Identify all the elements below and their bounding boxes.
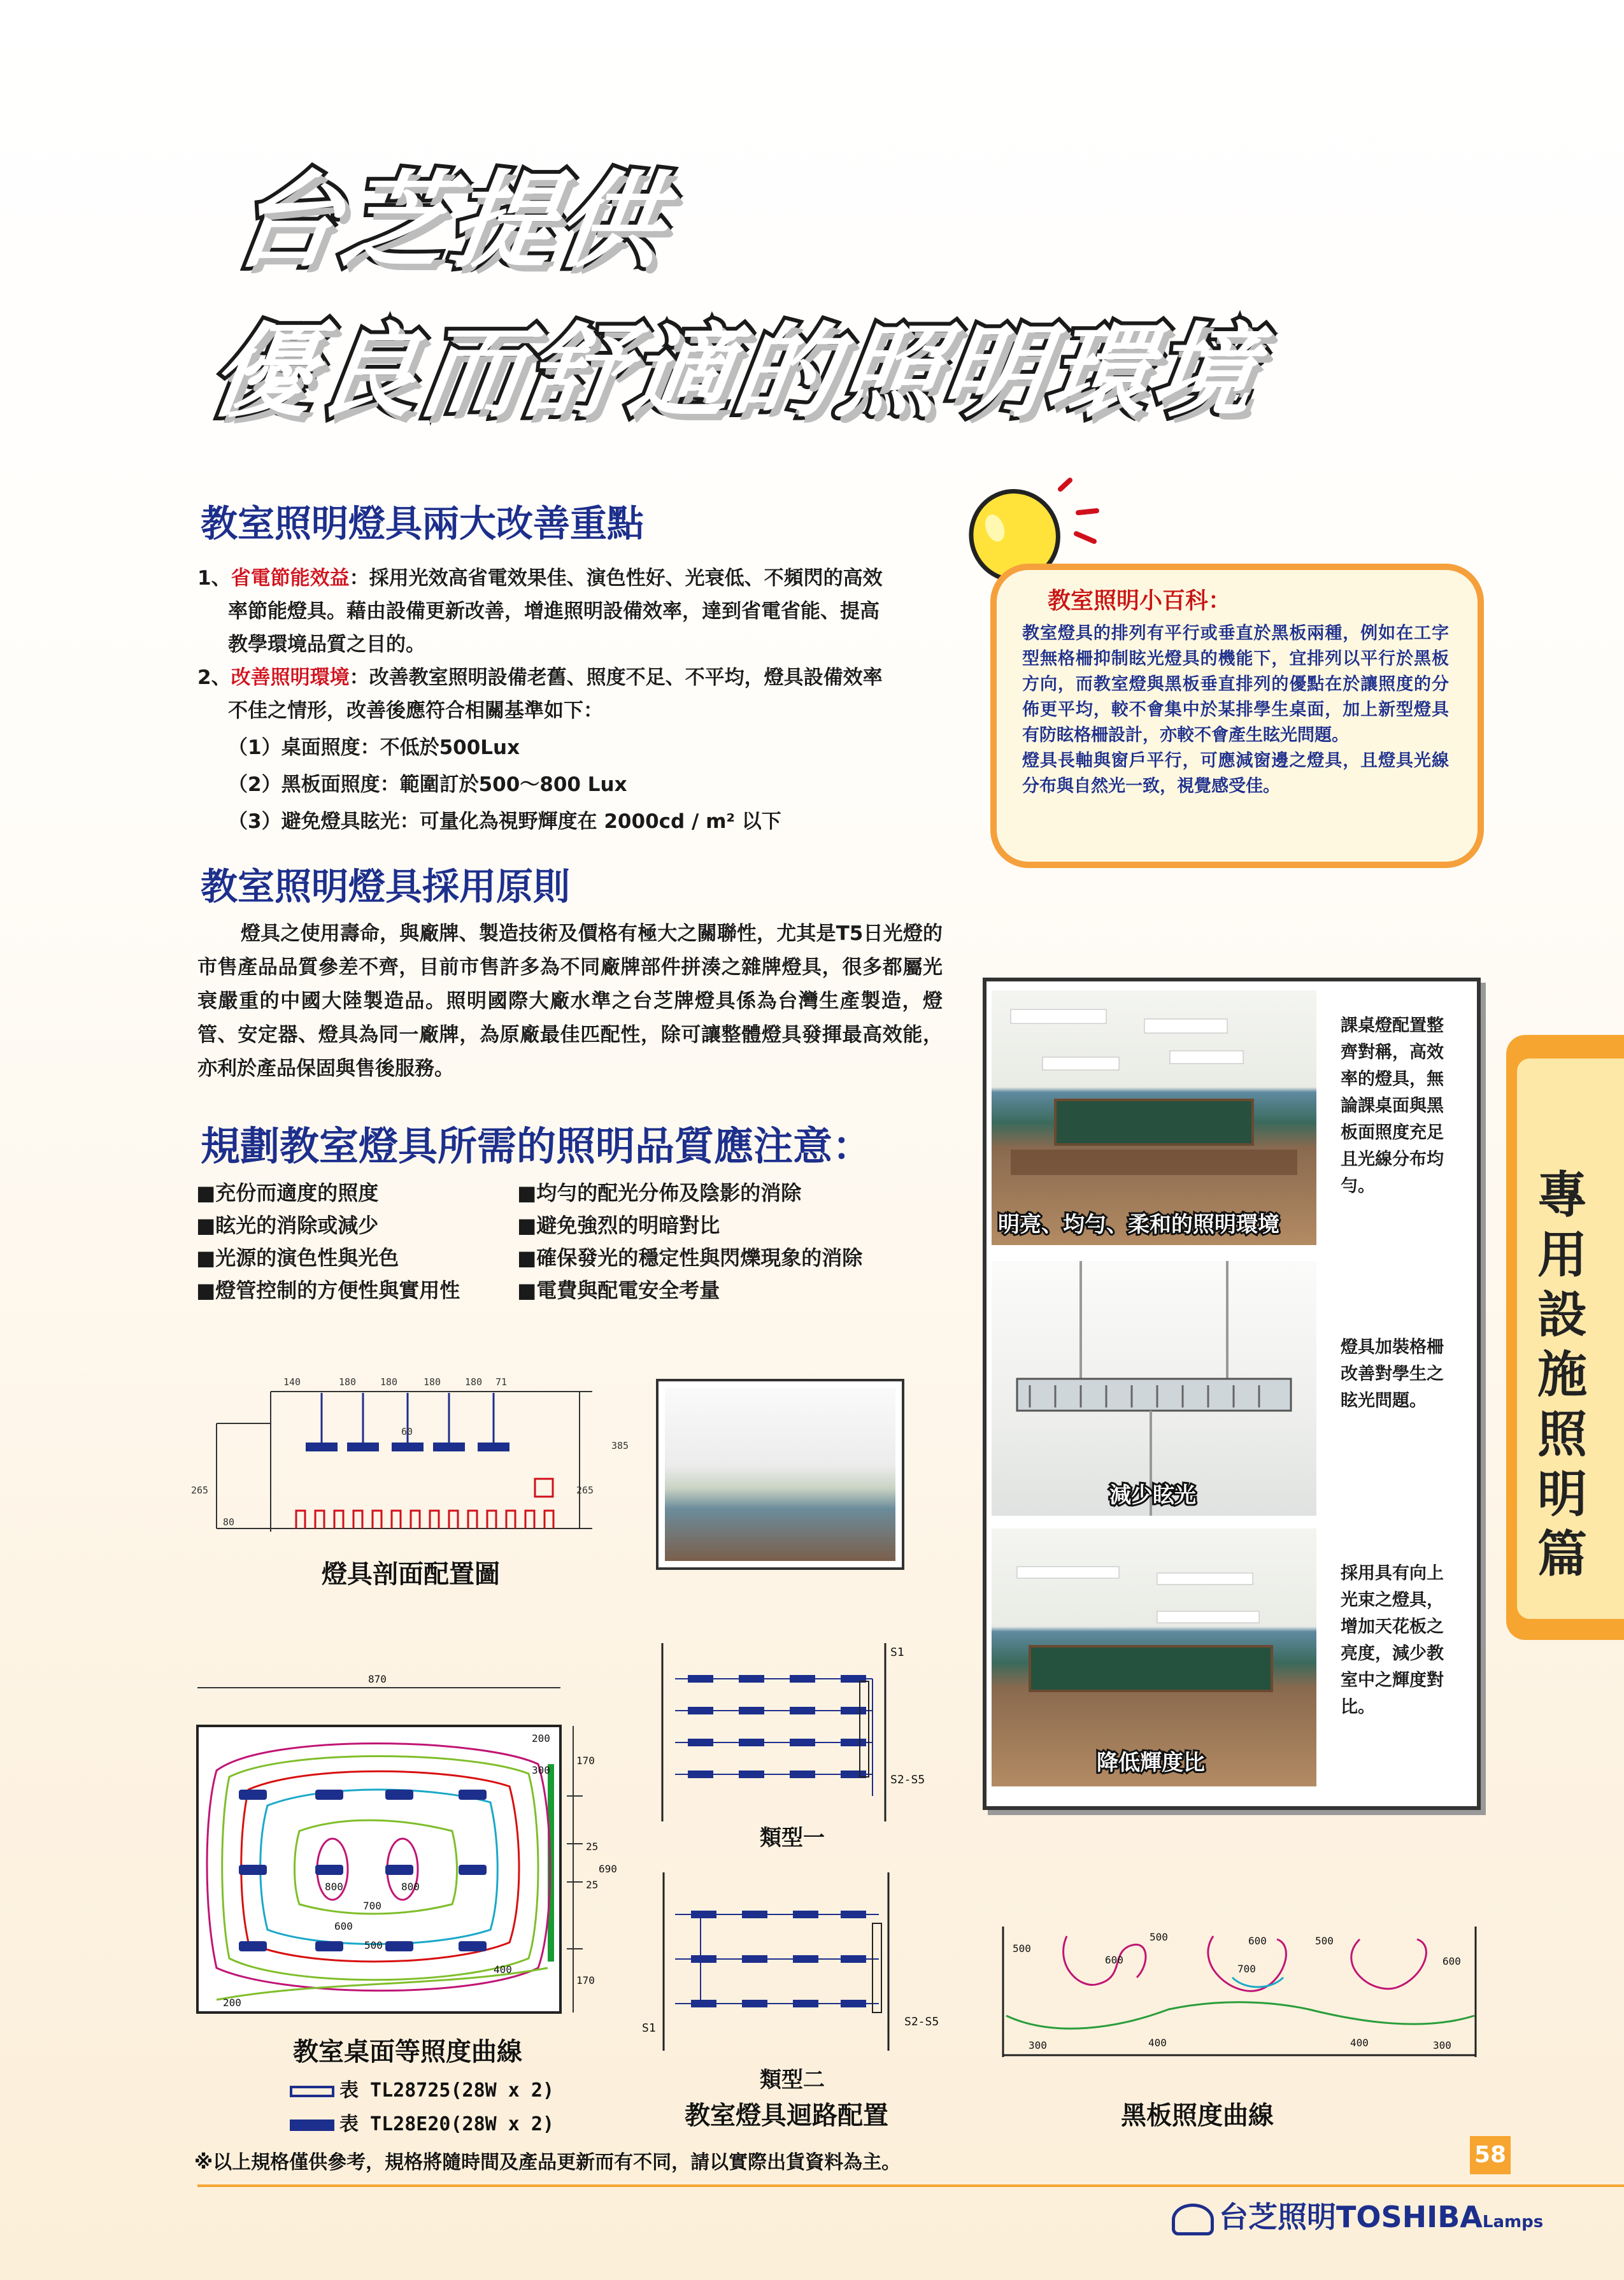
svg-text:180: 180 <box>424 1376 441 1388</box>
photo-text-1: 課桌燈配置整齊對稱，高效率的燈具，無論課桌面與黑板面照度充足且光線分布均勻。 <box>1341 1016 1444 1196</box>
svg-text:80: 80 <box>223 1516 235 1528</box>
svg-text:700: 700 <box>363 1900 381 1912</box>
svg-text:S2-S5: S2-S5 <box>904 2015 939 2028</box>
list-item: ■充份而適度的照度 <box>196 1181 379 1205</box>
photo-text-3: 採用具有向上光束之燈具，增加天花板之亮度，減少教室中之輝度對比。 <box>1341 1564 1444 1717</box>
svg-text:600: 600 <box>1105 1954 1123 1966</box>
desk-illuminance-contour-map <box>191 1669 650 2032</box>
blackboard-contour-caption: 黑板照度曲線 <box>1121 2101 1274 2130</box>
classroom-photo-3 <box>992 1528 1316 1786</box>
svg-text:200: 200 <box>223 1997 241 2009</box>
svg-text:S1: S1 <box>642 2021 656 2035</box>
section3-heading: 規劃教室燈具所需的照明品質應注意： <box>201 1123 873 1169</box>
contour-map-caption: 教室桌面等照度曲線 <box>293 2037 522 2067</box>
legend-row-1: 表 TL28725(28W x 2) <box>290 2074 554 2102</box>
circuit-diagram-type1 <box>656 1637 925 1828</box>
list-item: ■燈管控制的方便性與實用性 <box>196 1278 460 1302</box>
classroom-photo-4 <box>656 1379 904 1570</box>
svg-text:500: 500 <box>1315 1935 1334 1947</box>
svg-text:700: 700 <box>1237 1963 1256 1975</box>
svg-text:60: 60 <box>401 1426 413 1437</box>
svg-text:S1: S1 <box>890 1646 904 1659</box>
footnote: ※以上規格僅供參考，規格將隨時間及產品更新而有不同，請以實際出貨資料為主。 <box>194 2151 901 2174</box>
svg-text:500: 500 <box>1150 1931 1168 1943</box>
list-item: ■確保發光的穩定性與閃爍現象的消除 <box>517 1246 863 1270</box>
section2-heading: 教室照明燈具採用原則 <box>201 865 571 908</box>
circuit-type1-caption: 類型一 <box>760 1825 825 1851</box>
section1-body: 1、省電節能效益：採用光效高省電效果佳、演色性好、光衰低、不頻閃的高效 率節能燈具。藉由設備更新改善，增進照明設備效率，達到省電省能、提高 教學環境品質之目的。 2、改善照明環境：改善教室照明設備老舊、照度不足、不平均，燈具設備效率 不佳之情形，改善後應符合相關基準如下： （1）桌面照度：不低於500Lux （2）黑板面照度：範圍訂於500～800 Lux （3）避免燈具眩光：可量化為視野輝度在 2000cd / m² 以下 <box>197 567 883 833</box>
svg-text:600: 600 <box>1248 1935 1267 1947</box>
footer-rule <box>197 2184 1624 2187</box>
tip-title: 教室照明小百科： <box>1048 588 1232 614</box>
svg-text:300: 300 <box>532 1764 550 1776</box>
svg-text:690: 690 <box>599 1863 617 1875</box>
svg-text:400: 400 <box>494 1963 512 1976</box>
circuit-diagram-type2 <box>637 1866 939 2057</box>
list-item: ■光源的演色性與光色 <box>196 1246 399 1270</box>
section-diagram-caption: 燈具剖面配置圖 <box>322 1560 500 1589</box>
legend-row-2: 表 TL28E20(28W x 2) <box>290 2108 554 2136</box>
circuit-type2-caption: 類型二 <box>760 2067 825 2093</box>
svg-text:200: 200 <box>532 1732 550 1744</box>
list-item: ■電費與配電安全考量 <box>517 1278 720 1302</box>
svg-text:180: 180 <box>380 1376 398 1388</box>
item2-red-label: 改善照明環境 <box>231 666 350 689</box>
title-line-1: 台芝提供 <box>225 160 674 282</box>
section-diagram <box>191 1372 650 1551</box>
list-item: ■均勻的配光分佈及陰影的消除 <box>517 1181 802 1205</box>
svg-text:265: 265 <box>576 1485 594 1496</box>
svg-text:140: 140 <box>283 1376 301 1388</box>
side-tab-label: 專用設施照明篇 <box>1537 1167 1587 1583</box>
svg-text:600: 600 <box>334 1920 353 1932</box>
brand-mark-icon <box>1172 2204 1214 2235</box>
svg-text:300: 300 <box>1433 2039 1451 2051</box>
svg-text:870: 870 <box>368 1673 387 1685</box>
photo-caption-3: 降低輝度比 <box>1097 1750 1205 1776</box>
svg-text:300: 300 <box>1029 2039 1047 2051</box>
photo-text-2: 燈具加裝格柵改善對學生之眩光問題。 <box>1341 1337 1444 1411</box>
svg-text:400: 400 <box>1148 2037 1167 2049</box>
luminaire-type-1-icon <box>290 2086 334 2097</box>
svg-text:170: 170 <box>576 1755 595 1767</box>
svg-text:800: 800 <box>401 1881 420 1893</box>
svg-text:S2-S5: S2-S5 <box>890 1773 925 1786</box>
classroom-photo-1 <box>992 990 1316 1245</box>
svg-text:600: 600 <box>1442 1955 1461 1967</box>
title-line-2: 優良而舒適的照明環境 <box>203 312 1265 431</box>
svg-text:180: 180 <box>465 1376 483 1388</box>
svg-text:25: 25 <box>586 1841 599 1853</box>
luminaire-type-2-icon <box>290 2120 334 2131</box>
svg-text:71: 71 <box>495 1376 508 1388</box>
list-item: ■避免強烈的明暗對比 <box>517 1213 720 1237</box>
svg-text:500: 500 <box>1013 1942 1031 1955</box>
svg-text:180: 180 <box>339 1376 357 1388</box>
page-number: 58 <box>1470 2136 1511 2174</box>
svg-text:800: 800 <box>325 1881 343 1893</box>
svg-text:170: 170 <box>576 1974 595 1986</box>
brand-logo: 台芝照明TOSHIBALamps <box>1172 2194 1543 2236</box>
section2-paragraph: 燈具之使用壽命，與廠牌、製造技術及價格有極大之關聯性，尤其是T5日光燈的市售產品品質參差不齊，目前市售許多為不同廠牌部件拼湊之雜牌燈具，很多都屬光衰嚴重的中國大陸製造品。照明國際大廠水準之台芝牌燈具係為台灣生產製造，燈管、安定器、燈具為同一廠牌，為原廠最佳匹配性，除可讓整體燈具發揮最高效能，亦利於產品保固與售後服務。 <box>197 922 943 1080</box>
photo-caption-2: 減少眩光 <box>1109 1483 1196 1508</box>
list-item: ■眩光的消除或減少 <box>196 1213 379 1237</box>
tip-body: 教室燈具的排列有平行或垂直於黑板兩種，例如在工字型無格柵抑制眩光燈具的機能下，宜排列以平行於黑板方向，而教室燈與黑板垂直排列的優點在於讓照度的分佈更平均，較不會集中於某排學生桌面，加上新型燈具有防眩格柵設計，亦較不會產生眩光問題。 燈具長軸與窗戶平行，可應減窗邊之燈具，且燈具光線分布與自然光一致，視覺感受佳。 <box>1022 623 1449 796</box>
checklist-left <box>196 1177 460 1307</box>
svg-text:500: 500 <box>364 1939 383 1951</box>
svg-text:25: 25 <box>586 1879 599 1891</box>
section1-heading: 教室照明燈具兩大改善重點 <box>201 502 645 545</box>
classroom-photo-2 <box>992 1261 1316 1516</box>
checklist-right <box>517 1177 862 1307</box>
svg-text:400: 400 <box>1350 2037 1369 2049</box>
photo-caption-1: 明亮、均勻、柔和的照明環境 <box>998 1212 1279 1237</box>
blackboard-illuminance-contour <box>1003 1927 1478 2067</box>
svg-text:385: 385 <box>611 1440 629 1451</box>
item1-red-label: 省電節能效益 <box>231 567 350 590</box>
svg-text:265: 265 <box>191 1485 209 1496</box>
circuit-diagram-caption: 教室燈具迴路配置 <box>685 2101 888 2130</box>
